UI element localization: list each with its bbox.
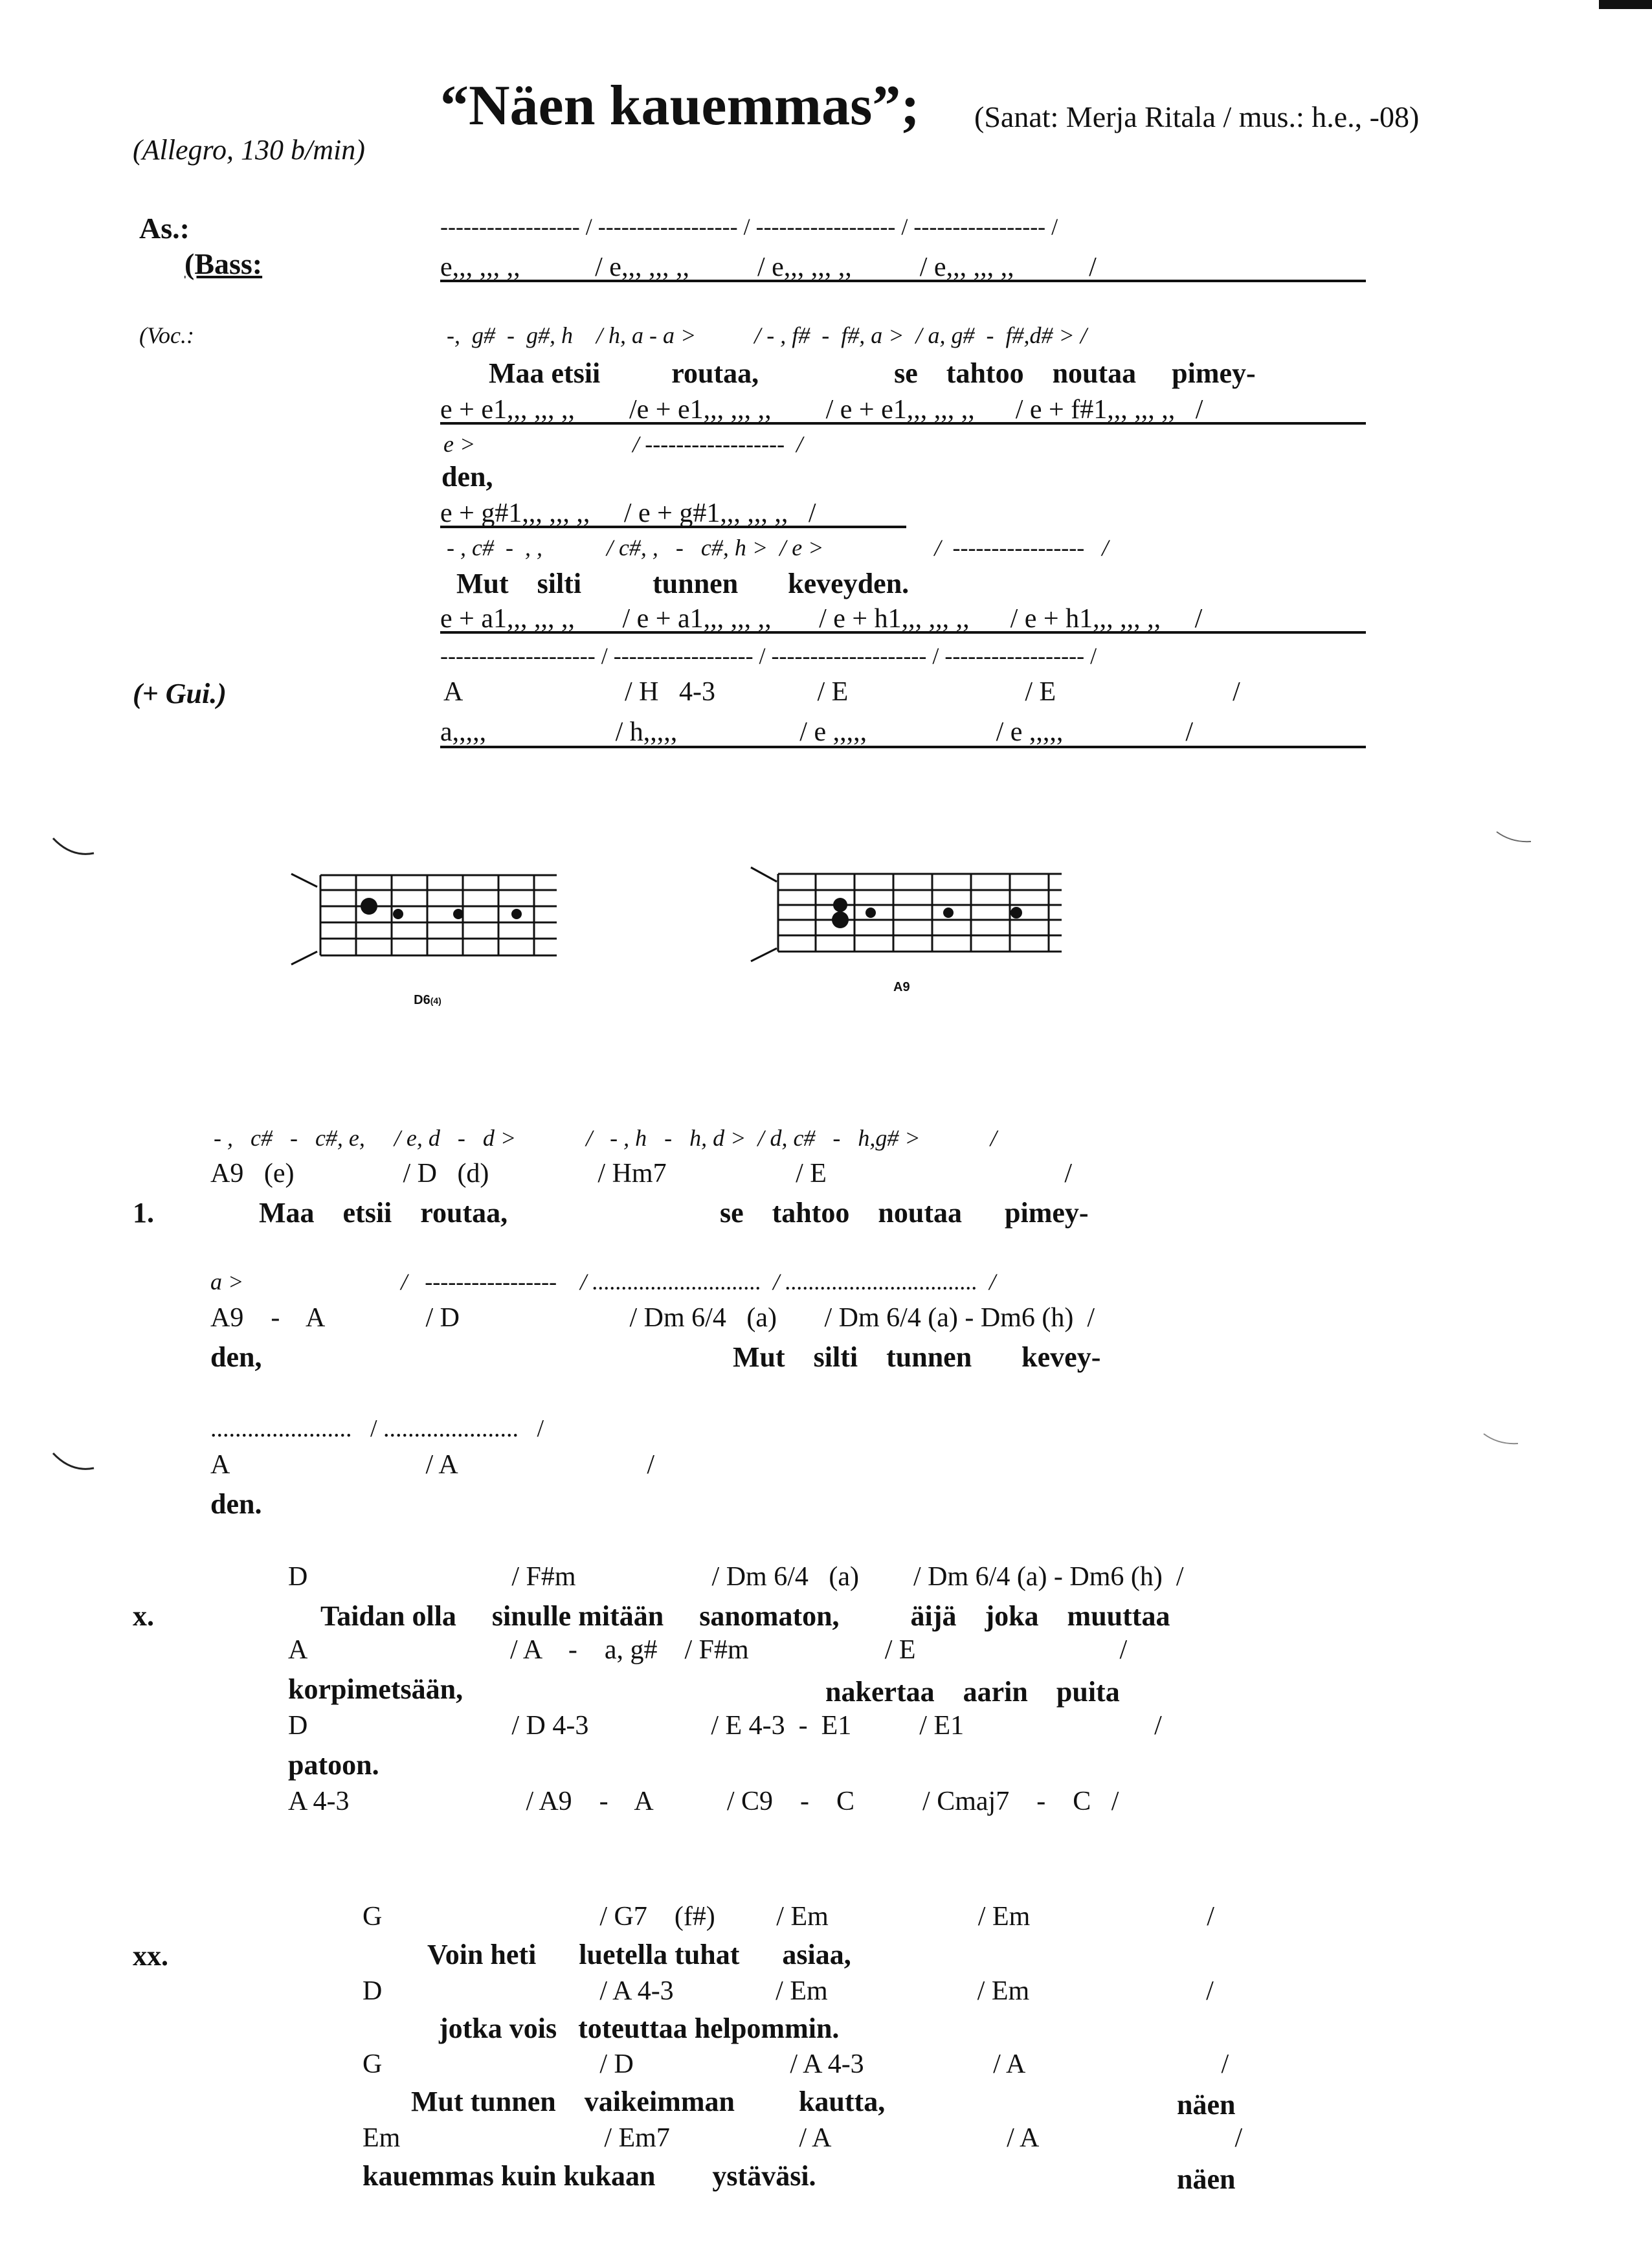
- bridge-x-label: x.: [133, 1600, 154, 1632]
- a9-finger-2: [832, 911, 849, 928]
- a9-finger-3: [865, 908, 876, 918]
- bridge-x-r4-chords: A 4-3 / A9 - A / C9 - C / Cmaj7 - C /: [288, 1787, 1119, 1816]
- credits: (Sanat: Merja Ritala / mus.: h.e., -08): [974, 100, 1420, 133]
- lyrics-1: Maa etsii routaa, se tahtoo noutaa pimey-: [489, 357, 1256, 389]
- d6-finger-3: [453, 909, 463, 919]
- verse-r2-chords: A9 - A / D / Dm 6/4 (a) / Dm 6/4 (a) - Dm6 (h) /: [210, 1303, 1095, 1333]
- bridge-x-r3-lyrics: patoon.: [288, 1749, 379, 1781]
- voc-notes-3: - , c# - , , / c#, , - c#, h > / e > / ----------------- /: [447, 535, 1109, 561]
- verse-r1-lyrics-a: Maa etsii routaa,: [259, 1197, 508, 1229]
- bass-1: e + e1,,, ,,, ,, /e + e1,,, ,,, ,, / e + e1,,, ,,, ,, / e + f#1,,, ,,, ,, /: [440, 395, 1203, 425]
- as-line: ------------------ / ------------------ / ------------------ / ----------------- /: [440, 214, 1058, 240]
- bridge-xx-r4-lyrics-a: kauemmas kuin kukaan ystäväsi.: [363, 2160, 816, 2192]
- bridge-xx-r3-chords: G / D / A 4-3 / A /: [363, 2049, 1229, 2079]
- verse-r1-notes: - , c# - c#, e, / e, d - d > / - , h - h, d > / d, c# - h,g# > /: [214, 1125, 997, 1151]
- gui-chords: A / H 4-3 / E / E /: [443, 677, 1240, 707]
- a9-finger-4: [943, 908, 954, 918]
- verse-r2-notes: a > / ----------------- / ............................. / ................................. /: [210, 1269, 996, 1295]
- bridge-xx-r1-chords: G / G7 (f#) / Em / Em /: [363, 1902, 1214, 1932]
- verse-r1-lyrics-b: se tahtoo noutaa pimey-: [720, 1197, 1089, 1229]
- bridge-xx-r2-chords: D / A 4-3 / Em / Em /: [363, 1976, 1214, 2006]
- punch-mark-right-2: [1482, 1431, 1521, 1450]
- as-label: As.:: [139, 212, 190, 245]
- voc-notes-2: e > / ------------------ /: [443, 431, 803, 457]
- bass-label: (Bass:: [184, 247, 263, 280]
- bridge-xx-r4-chords: Em / Em7 / A / A /: [363, 2123, 1243, 2153]
- bass-3-underline: [440, 631, 1366, 634]
- punch-mark-left-1: [52, 835, 97, 861]
- song-title: “Näen kauemmas”;: [440, 74, 920, 137]
- verse-label: 1.: [133, 1197, 154, 1229]
- verse-r2-lyrics-b: Mut silti tunnen kevey-: [733, 1341, 1101, 1373]
- bridge-x-r1-chords: D / F#m / Dm 6/4 (a) / Dm 6/4 (a) - Dm6 (h) /: [288, 1562, 1184, 1592]
- scan-corner-bar: [1599, 0, 1652, 9]
- punch-mark-left-2: [52, 1450, 97, 1476]
- gui-label: (+ Gui.): [133, 678, 227, 709]
- bridge-xx-r2-lyrics: jotka vois toteuttaa helpommin.: [439, 2012, 840, 2044]
- bridge-xx-r3-lyrics-b: näen: [1177, 2089, 1236, 2121]
- bridge-x-r1-lyrics: Taidan olla sinulle mitään sanomaton, äijä joka muuttaa: [320, 1600, 1170, 1632]
- voc-notes-1: -, g# - g#, h / h, a - a > / - , f# - f#, a > / a, g# - f#,d# > /: [447, 322, 1087, 348]
- gui-bass-underline: [440, 746, 1366, 748]
- voc-label: (Voc.:: [139, 322, 194, 348]
- tempo: (Allegro, 130 b/min): [133, 134, 365, 166]
- d6-finger-4: [511, 909, 522, 919]
- bridge-xx-r4-lyrics-b: näen: [1177, 2163, 1236, 2195]
- gui-dash: -------------------- / ------------------ / -------------------- / ------------------ /: [440, 643, 1097, 669]
- chord-name-d6: D6(4): [414, 993, 441, 1007]
- d6-finger-2: [393, 909, 403, 919]
- bass-2: e + g#1,,, ,,, ,, / e + g#1,,, ,,, ,, /: [440, 498, 816, 528]
- bass-3: e + a1,,, ,,, ,, / e + a1,,, ,,, ,, / e + h1,,, ,,, ,, / e + h1,,, ,,, ,, /: [440, 604, 1203, 634]
- bass-line: e,,, ,,, ,, / e,,, ,,, ,, / e,,, ,,, ,, / e,,, ,,, ,, /: [440, 252, 1097, 282]
- d6-finger-1: [361, 898, 377, 915]
- gui-bass: a,,,,, / h,,,,, / e ,,,,, / e ,,,,, /: [440, 717, 1194, 747]
- bridge-x-r3-chords: D / D 4-3 / E 4-3 - E1 / E1 /: [288, 1711, 1162, 1741]
- chord-diagram-a9: [744, 854, 1081, 1010]
- bridge-xx-label: xx.: [133, 1940, 168, 1972]
- verse-r1-chords: A9 (e) / D (d) / Hm7 / E /: [210, 1159, 1073, 1188]
- a9-finger-1: [833, 898, 847, 912]
- bridge-x-r2-lyrics-a: korpimetsään,: [288, 1673, 463, 1705]
- lyrics-3: Mut silti tunnen keveyden.: [456, 568, 910, 599]
- bass-1-underline: [440, 422, 1366, 425]
- bridge-x-r2-lyrics-b: nakertaa aarin puita: [825, 1676, 1120, 1708]
- chord-name-a9: A9: [893, 980, 910, 994]
- bridge-xx-r3-lyrics-a: Mut tunnen vaikeimman kautta,: [411, 2086, 886, 2117]
- lyrics-2: den,: [441, 461, 493, 493]
- verse-r2-lyrics-a: den,: [210, 1341, 262, 1373]
- bass-underline: [440, 280, 1366, 282]
- punch-mark-right-1: [1495, 829, 1534, 848]
- bass-2-underline: [440, 526, 906, 528]
- verse-r3-chords: A / A /: [210, 1450, 655, 1480]
- bridge-x-r2-chords: A / A - a, g# / F#m / E /: [288, 1635, 1128, 1665]
- a9-finger-5: [1010, 907, 1022, 919]
- bridge-xx-r1-lyrics: Voin heti luetella tuhat asiaa,: [427, 1939, 851, 1970]
- verse-r3-notes: ....................... / ...................... /: [210, 1415, 544, 1442]
- verse-r3-lyrics: den.: [210, 1488, 262, 1520]
